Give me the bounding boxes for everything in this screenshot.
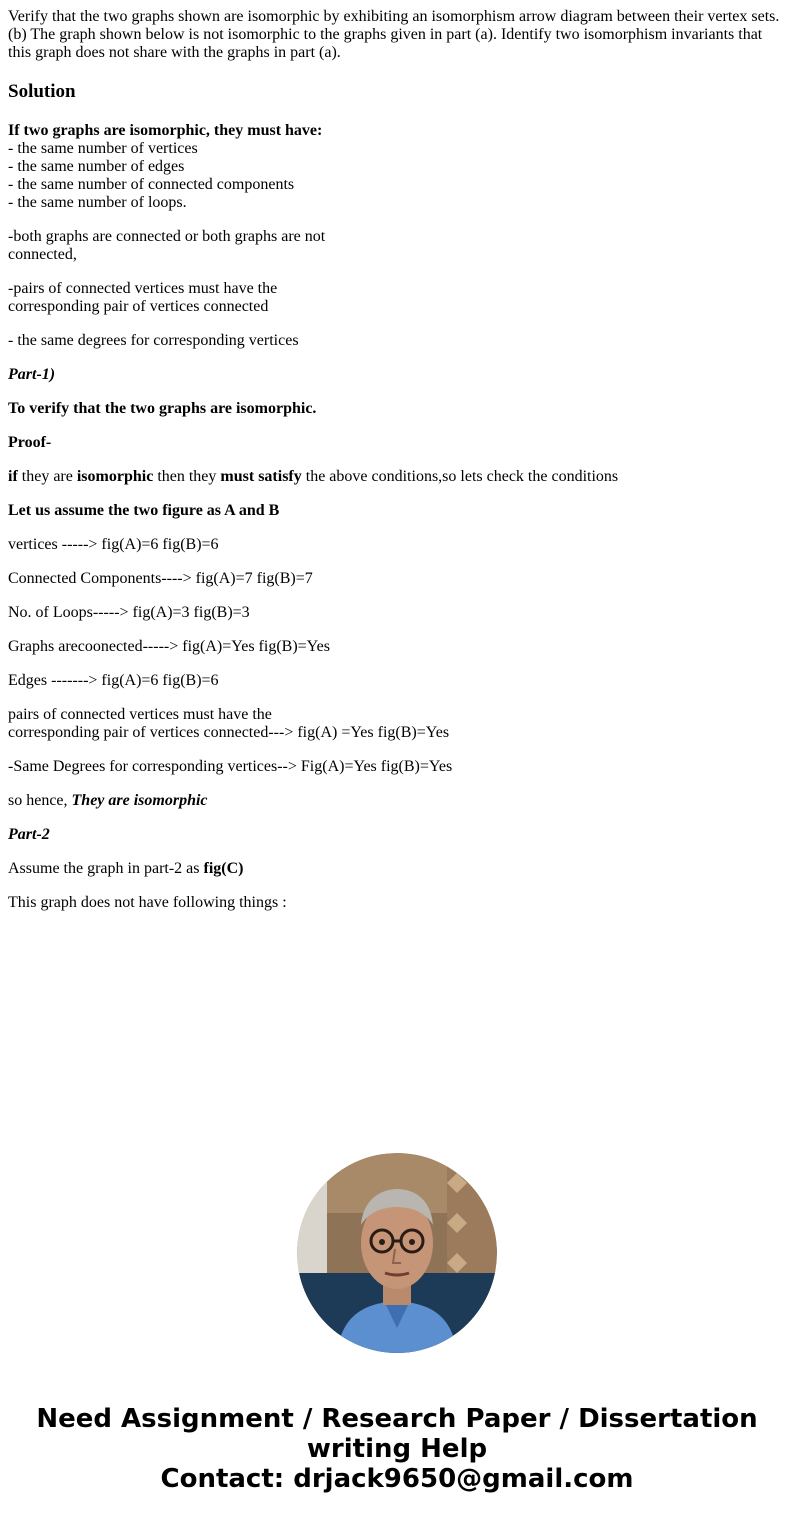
comparison-row: vertices -----> fig(A)=6 fig(B)=6 — [8, 536, 219, 553]
condition-item: - the same number of edges — [8, 158, 185, 175]
if-word: if — [8, 468, 18, 485]
isomorphic-word: isomorphic — [76, 468, 154, 485]
condition-item: - the same number of vertices — [8, 140, 198, 157]
part1-heading-text: Part-1) — [8, 366, 56, 383]
connected-line-2: connected, — [8, 246, 77, 263]
solution-document — [8, 8, 786, 928]
connected-line-1: -both graphs are connected or both graphs are not — [8, 228, 326, 245]
degrees-comparison: -Same Degrees for corresponding vertices--> Fig(A)=Yes fig(B)=Yes — [8, 758, 453, 775]
connected-condition — [8, 228, 786, 264]
question-line-1: Verify that the two graphs shown are isomorphic by exhibiting an isomorphism arrow diagram between their vertex sets. — [8, 8, 780, 25]
must-satisfy-word: must satisfy — [220, 468, 302, 485]
part2-missing: This graph does not have following things : — [8, 894, 287, 911]
solution-heading: Solution — [8, 81, 76, 102]
pairs-line-2: corresponding pair of vertices connected — [8, 298, 269, 315]
sentence-fragment: the above conditions,so lets check the conditions — [301, 468, 619, 485]
comparison-row: Connected Components----> fig(A)=7 fig(B)=7 — [8, 570, 313, 587]
sentence-fragment: then they — [153, 468, 221, 485]
promo-footer — [0, 1404, 794, 1494]
question-line-2: (b) The graph shown below is not isomorphic to the graphs given in part (a). Identify two isomorphism invariants that this graph does not share with the graphs in part (a). — [8, 26, 763, 61]
conditions-title: If two graphs are isomorphic, they must have: — [8, 122, 323, 139]
conclusion-prefix: so hence, — [8, 792, 72, 809]
condition-item: - the same number of connected components — [8, 176, 295, 193]
comparison-row: Graphs arecoonected-----> fig(A)=Yes fig(B)=Yes — [8, 638, 330, 655]
conclusion-text: They are isomorphic — [71, 792, 208, 809]
pairs-comparison-line-2: corresponding pair of vertices connected---> fig(A) =Yes fig(B)=Yes — [8, 724, 450, 741]
part1-heading — [8, 366, 786, 384]
conclusion — [8, 792, 786, 810]
proof-label — [8, 434, 786, 452]
sentence-fragment: they are — [17, 468, 77, 485]
condition-item: - the same number of loops. — [8, 194, 187, 211]
part2-assume — [8, 860, 786, 878]
promo-line-1: Need Assignment / Research Paper / Dissertation — [36, 1404, 758, 1434]
promo-line-2: writing Help — [306, 1434, 488, 1464]
question-text — [8, 8, 786, 62]
fig-c-label: fig(C) — [203, 860, 244, 877]
assume-figures-text: Let us assume the two figure as A and B — [8, 502, 280, 519]
assume-figures — [8, 502, 786, 520]
verify-statement — [8, 400, 786, 418]
author-avatar — [297, 1153, 497, 1353]
part2-heading — [8, 826, 786, 844]
comparison-row: No. of Loops-----> fig(A)=3 fig(B)=3 — [8, 604, 250, 621]
pairs-comparison — [8, 706, 786, 742]
pairs-line-1: -pairs of connected vertices must have the — [8, 280, 278, 297]
check-conditions-sentence — [8, 468, 786, 486]
comparison-row: Edges -------> fig(A)=6 fig(B)=6 — [8, 672, 219, 689]
conditions-list — [8, 122, 786, 212]
promo-contact: Contact: drjack9650@gmail.com — [160, 1464, 634, 1494]
avatar-image — [297, 1153, 497, 1353]
pairs-condition — [8, 280, 786, 316]
part2-assume-prefix: Assume the graph in part-2 as — [8, 860, 204, 877]
degrees-condition: - the same degrees for corresponding vertices — [8, 332, 299, 349]
part2-heading-text: Part-2 — [8, 826, 50, 843]
pairs-comparison-line-1: pairs of connected vertices must have the — [8, 706, 272, 723]
proof-text: Proof- — [8, 434, 52, 451]
verify-text: To verify that the two graphs are isomorphic. — [8, 400, 317, 417]
